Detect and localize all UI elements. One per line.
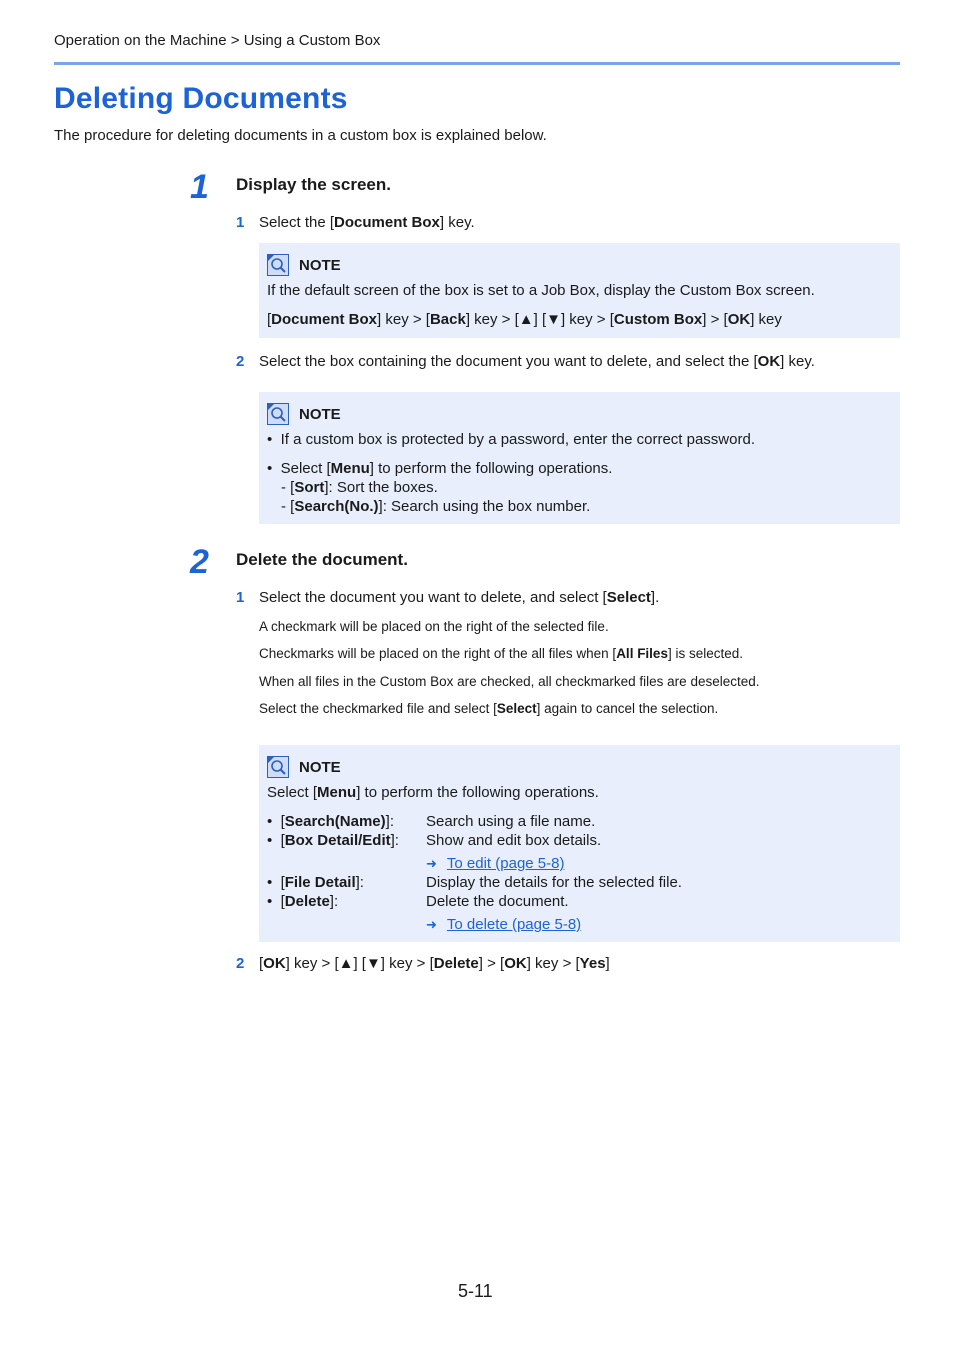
step-2-sub-1-number: 1 — [236, 589, 245, 606]
note-icon — [267, 756, 289, 778]
note-box-1 — [259, 243, 900, 338]
link-to-delete[interactable] — [426, 915, 581, 934]
note-label: NOTE — [299, 758, 341, 776]
step-1-sub-2-number: 2 — [236, 353, 245, 370]
note-label: NOTE — [299, 256, 341, 274]
note-label: NOTE — [299, 405, 341, 423]
menu-row-search-name-desc: Search using a file name. — [426, 813, 596, 830]
note-1-key-sequence: [Document Box] key > [Back] key > [▲] [▼] key > [Custom Box] > [OK] key — [267, 311, 782, 328]
note-2-dash-2: - [Search(No.)]: Search using the box number. — [281, 498, 591, 515]
note-box-3 — [259, 745, 900, 942]
step-1-number: 1 — [190, 168, 209, 206]
page-intro: The procedure for deleting documents in a custom box is explained below. — [54, 127, 547, 144]
explain-4: Select the checkmarked file and select [Select] again to cancel the selection. — [259, 701, 719, 716]
step-2-number: 2 — [190, 543, 209, 581]
note-2-dash-1: - [Sort]: Sort the boxes. — [281, 479, 438, 496]
step-1-sub-1-text: Select the [Document Box] key. — [259, 214, 475, 231]
menu-row-delete: • [Delete]: — [267, 893, 339, 910]
note-2-bullet-2: • Select [Menu] to perform the following operations. — [267, 460, 613, 477]
link-to-edit-text[interactable]: To edit (page 5-8) — [446, 855, 565, 872]
arrow-right-icon: ➜ — [426, 856, 437, 871]
menu-row-file-detail-desc: Display the details for the selected file. — [426, 874, 682, 891]
menu-row-box-detail: • [Box Detail/Edit]: — [267, 832, 399, 849]
step-2-title: Delete the document. — [236, 550, 408, 569]
step-1-sub-1-number: 1 — [236, 214, 245, 231]
note-box-2 — [259, 392, 900, 524]
step-2-sub-2-number: 2 — [236, 955, 245, 972]
step-2-sub-1-text: Select the document you want to delete, and select [Select]. — [259, 589, 660, 606]
menu-row-box-detail-desc: Show and edit box details. — [426, 832, 602, 849]
note-3-intro: Select [Menu] to perform the following operations. — [267, 784, 599, 801]
note-icon — [267, 403, 289, 425]
link-to-delete-text[interactable]: To delete (page 5-8) — [446, 916, 582, 933]
breadcrumb: Operation on the Machine > Using a Custom Box — [54, 32, 381, 49]
link-to-edit[interactable] — [426, 854, 564, 873]
explain-2: Checkmarks will be placed on the right of the all files when [All Files] is selected. — [259, 646, 743, 661]
explain-3: When all files in the Custom Box are checked, all checkmarked files are deselected. — [259, 674, 760, 689]
arrow-right-icon: ➜ — [426, 917, 437, 932]
page-title: Deleting Documents — [54, 82, 348, 115]
note-1-line-1: If the default screen of the box is set to a Job Box, display the Custom Box screen. — [267, 282, 815, 299]
explain-1: A checkmark will be placed on the right of the selected file. — [259, 619, 609, 634]
step-1-title: Display the screen. — [236, 175, 391, 194]
header-rule — [54, 62, 900, 65]
step-1-sub-2-text: Select the box containing the document you want to delete, and select the [OK] key. — [259, 353, 815, 370]
step-2-sub-2-text: [OK] key > [▲] [▼] key > [Delete] > [OK] key > [Yes] — [259, 955, 610, 972]
menu-row-delete-desc: Delete the document. — [426, 893, 569, 910]
menu-row-file-detail: • [File Detail]: — [267, 874, 364, 891]
note-2-bullet-1: • If a custom box is protected by a password, enter the correct password. — [267, 431, 755, 448]
page-number: 5-11 — [458, 1281, 493, 1301]
menu-row-search-name: • [Search(Name)]: — [267, 813, 394, 830]
note-icon — [267, 254, 289, 276]
